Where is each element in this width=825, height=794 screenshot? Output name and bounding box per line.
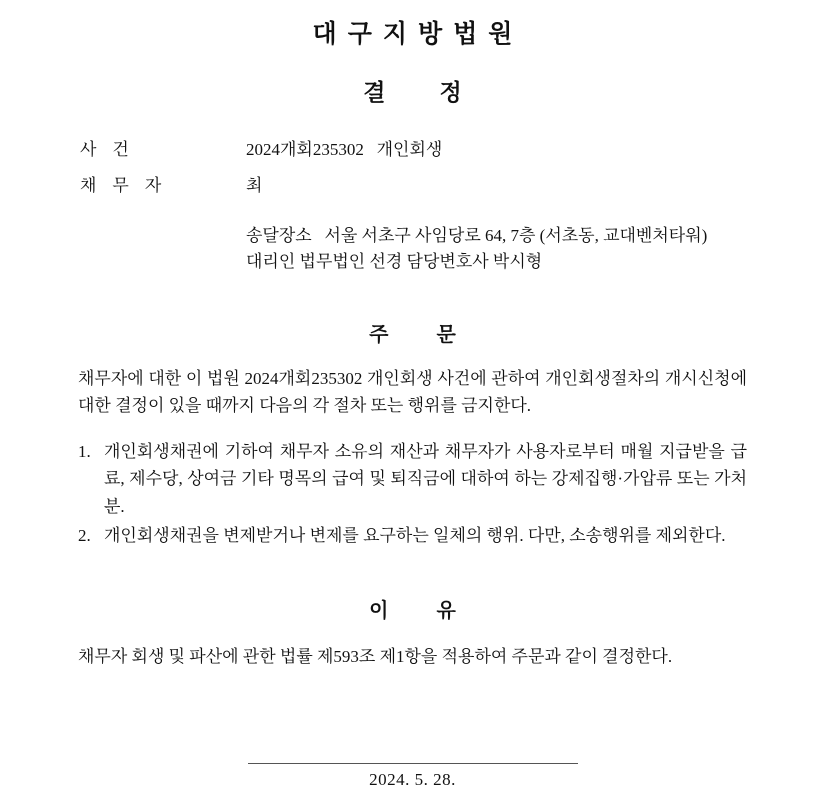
order-section-heading: 주문 — [369, 323, 504, 346]
meta-row — [78, 177, 747, 194]
reason-section-heading: 이유 — [369, 599, 504, 622]
order-item-list — [78, 438, 747, 550]
list-item — [78, 438, 747, 521]
court-name-heading: 대구지방법원 — [312, 21, 524, 48]
decision-date: 2024. 5. 28. — [369, 770, 456, 789]
representative-line: 대리인 법무법인 선경 담당변호사 박시형 — [246, 252, 543, 272]
date-footer — [0, 763, 825, 794]
meta-value-debtor: 최 — [246, 176, 263, 195]
list-item-text: 개인회생채권을 변제받거나 변제를 요구하는 일체의 행위. 다만, 소송행위를 제외한다. — [104, 526, 726, 546]
service-address-line: 송달장소 서울 서초구 사임당로 64, 7층 (서초동, 교대벤처타워) — [246, 226, 708, 245]
document-type-heading: 결정 — [363, 80, 516, 105]
list-item-text: 개인회생채권에 기하여 채무자 소유의 재산과 채무자가 사용자로부터 매월 지급받을 급료, 제수당, 상여금 기타 명목의 급여 및 퇴직금에 대하여 하는 강제집행·가압류 또는 가처분. — [104, 441, 747, 516]
meta-label-debtor: 채무자 — [80, 176, 178, 195]
list-item — [78, 522, 747, 550]
list-item-marker: 1. — [78, 441, 91, 461]
service-address-block — [246, 223, 747, 276]
reason-paragraph: 채무자 회생 및 파산에 관한 법률 제593조 제1항을 적용하여 주문과 같이 결정한다. — [78, 646, 673, 666]
meta-row — [78, 141, 747, 158]
list-item-marker: 2. — [78, 526, 91, 546]
case-meta-block — [78, 141, 747, 194]
date-divider — [248, 763, 578, 764]
meta-value-case: 2024개회235302 개인회생 — [246, 140, 443, 159]
order-paragraph: 채무자에 대한 이 법원 2024개회235302 개인회생 사건에 관하여 개인회생절차의 개시신청에 대한 결정이 있을 때까지 다음의 각 절차 또는 행위를 금지한다. — [78, 368, 747, 416]
meta-label-case: 사건 — [80, 140, 145, 159]
